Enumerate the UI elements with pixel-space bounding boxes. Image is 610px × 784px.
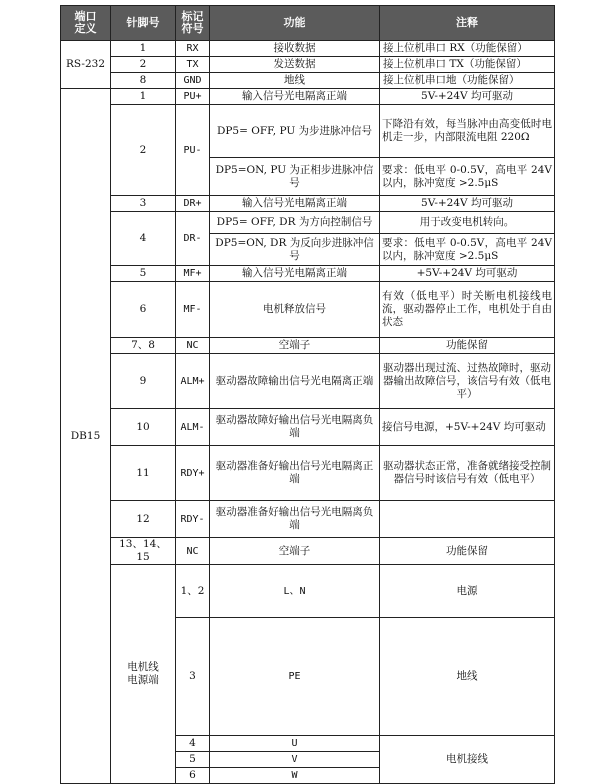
table-row [61,105,555,158]
function-cell: 电源 [380,565,555,618]
pin-cell: 11 [111,446,176,501]
function-cell: 地线 [380,618,555,736]
pin-cell: 2 [111,105,176,196]
table-row [61,57,555,73]
header-port-text: 端口 定义 [74,10,97,35]
pin-cell: 3 [176,618,210,736]
symbol-cell: DR+ [176,196,210,212]
note-cell: 要求：低电平 0-0.5V，高电平 24V 以内，脉冲宽度 >2.5μS [380,234,555,266]
group-power-text: 电机线 电源端 [127,661,159,686]
symbol-cell: NC [176,338,210,354]
symbol-cell: ALM- [176,409,210,446]
function-cell: DP5= OFF, PU 为步进脉冲信号 [210,105,380,158]
note-cell: 有效（低电平）时关断电机接线电流，驱动器停止工作，电机处于自由状态 [380,282,555,338]
table-row [61,196,555,212]
table-row [61,73,555,89]
table-row [61,446,555,501]
symbol-cell: PU- [176,105,210,196]
function-cell: 驱动器故障好输出信号光电隔离负端 [210,409,380,446]
table-row [61,282,555,338]
function-cell: 驱动器准备好输出信号光电隔离正端 [210,446,380,501]
symbol-cell: DR- [176,212,210,266]
group-power [111,565,176,784]
symbol-cell: RX [176,41,210,57]
pin-cell: 5 [176,752,210,768]
function-cell: 驱动器准备好输出信号光电隔离负端 [210,501,380,538]
symbol-cell: W [210,768,380,784]
function-cell: 输入信号光电隔离正端 [210,89,380,105]
symbol-cell: NC [176,538,210,565]
note-cell: 接信号电源，+5V-+24V 均可驱动 [380,409,555,446]
pin-cell: 8 [111,73,176,89]
function-cell: 输入信号光电隔离正端 [210,266,380,282]
function-cell: 电机释放信号 [210,282,380,338]
pin-cell: 4 [176,736,210,752]
table-row [61,565,555,618]
table-row [61,409,555,446]
function-cell: DP5=ON, PU 为正相步进脉冲信号 [210,158,380,196]
pin-cell: 6 [111,282,176,338]
header-port [61,6,111,41]
pin-cell: 5 [111,266,176,282]
pin-cell: 12 [111,501,176,538]
header-symbol-text: 标记 符号 [181,10,204,35]
table-row [61,538,555,565]
note-cell: 5V-+24V 均可驱动 [380,196,555,212]
pin-cell: 10 [111,409,176,446]
note-cell: 要求：低电平 0-0.5V，高电平 24V 以内，脉冲宽度 >2.5μS [380,158,555,196]
symbol-cell: V [210,752,380,768]
note-cell: 下降沿有效，每当脉冲由高变低时电机走一步，内部限流电阻 220Ω [380,105,555,158]
pin-cell: 4 [111,212,176,266]
function-cell: 地线 [210,73,380,89]
function-cell: 发送数据 [210,57,380,73]
function-cell: 驱动器故障输出信号光电隔离正端 [210,354,380,409]
header-row [61,6,555,41]
function-cell: DP5= OFF, DR 为方向控制信号 [210,212,380,234]
symbol-cell: ALM+ [176,354,210,409]
table-row [61,354,555,409]
group-db15: DB15 [61,89,111,784]
table-row [61,338,555,354]
note-cell: 5V-+24V 均可驱动 [380,89,555,105]
symbol-cell: TX [176,57,210,73]
symbol-cell: MF+ [176,266,210,282]
pin-cell: 13、14、15 [111,538,176,565]
pin-cell: 7、8 [111,338,176,354]
symbol-cell: PE [210,618,380,736]
pin-cell: 1、2 [176,565,210,618]
header-function: 功能 [210,6,380,41]
note-cell: 接上位机串口 TX（功能保留） [380,57,555,73]
pin-cell: 9 [111,354,176,409]
header-note: 注释 [380,6,555,41]
note-cell: 驱动器状态正常，准备就绪接受控制器信号时该信号有效（低电平） [380,446,555,501]
function-cell: 电机接线 [380,736,555,784]
table-row [61,266,555,282]
note-cell: 功能保留 [380,338,555,354]
note-cell: +5V-+24V 均可驱动 [380,266,555,282]
note-cell: 用于改变电机转向。 [380,212,555,234]
symbol-cell: MF- [176,282,210,338]
table-row [61,501,555,538]
function-cell: 输入信号光电隔离正端 [210,196,380,212]
symbol-cell: GND [176,73,210,89]
table-row [61,89,555,105]
note-cell: 功能保留 [380,538,555,565]
pin-cell: 2 [111,57,176,73]
symbol-cell: L、N [210,565,380,618]
symbol-cell: U [210,736,380,752]
pin-cell: 3 [111,196,176,212]
function-cell: DP5=ON, DR 为反向步进脉冲信号 [210,234,380,266]
pin-definition-table [60,5,555,784]
symbol-cell: RDY- [176,501,210,538]
pin-cell: 6 [176,768,210,784]
note-cell: 驱动器出现过流、过热故障时，驱动器输出故障信号，该信号有效（低电平） [380,354,555,409]
pin-cell: 1 [111,41,176,57]
group-rs232: RS-232 [61,41,111,89]
header-pin: 针脚号 [111,6,176,41]
table-row [61,41,555,57]
pin-definition-sheet [60,5,554,784]
header-symbol [176,6,210,41]
note-cell [380,501,555,538]
table-row [61,212,555,234]
function-cell: 空端子 [210,338,380,354]
symbol-cell: PU+ [176,89,210,105]
note-cell: 接上位机串口地（功能保留） [380,73,555,89]
symbol-cell: RDY+ [176,446,210,501]
function-cell: 空端子 [210,538,380,565]
note-cell: 接上位机串口 RX（功能保留） [380,41,555,57]
function-cell: 接收数据 [210,41,380,57]
pin-cell: 1 [111,89,176,105]
